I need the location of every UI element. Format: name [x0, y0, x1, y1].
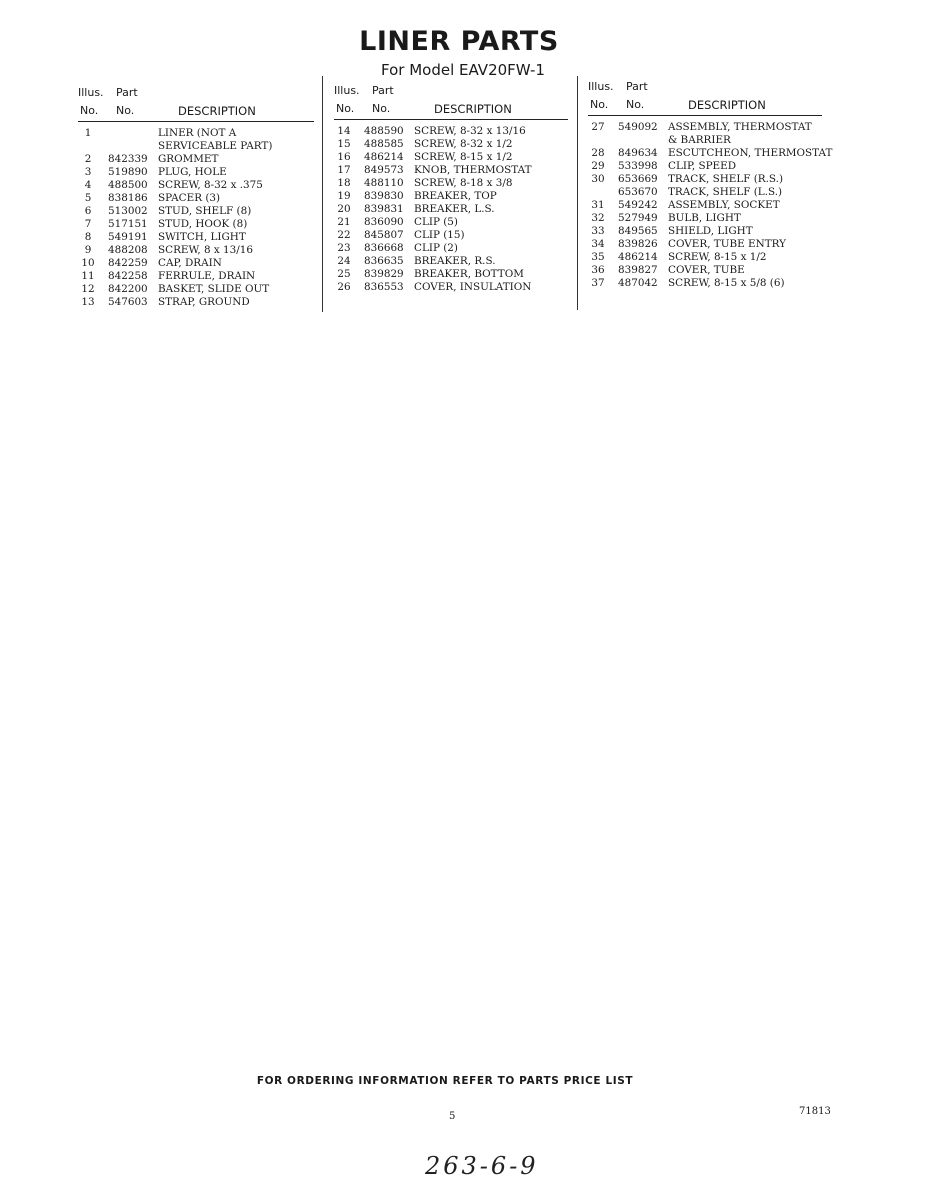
column-divider — [577, 76, 578, 310]
part-number: 547603 — [108, 296, 148, 308]
part-number: 849634 — [618, 147, 658, 159]
part-description: SHIELD, LIGHT — [668, 225, 753, 237]
illus-number: 9 — [84, 244, 92, 256]
part-row — [334, 138, 568, 151]
header-no: No. — [372, 102, 391, 115]
part-row — [78, 166, 314, 179]
part-description: SERVICEABLE PART) — [158, 140, 273, 152]
illus-number: 31 — [591, 199, 605, 211]
part-description: SCREW, 8-18 x 3/8 — [414, 177, 513, 189]
parts-rows — [588, 121, 833, 290]
part-number: 836090 — [364, 216, 404, 228]
part-number: 839829 — [364, 268, 404, 280]
part-row — [78, 296, 314, 309]
handwritten-annotation: 263-6-9 — [425, 1152, 539, 1180]
parts-rows — [78, 127, 314, 309]
illus-number: 11 — [81, 270, 95, 282]
illus-number: 5 — [84, 192, 92, 204]
part-description: BREAKER, BOTTOM — [414, 268, 524, 280]
illus-number: 26 — [337, 281, 351, 293]
part-number: 488590 — [364, 125, 404, 137]
part-description: COVER, TUBE ENTRY — [668, 238, 786, 250]
part-description: PLUG, HOLE — [158, 166, 227, 178]
part-description: SWITCH, LIGHT — [158, 231, 246, 243]
illus-number: 6 — [84, 205, 92, 217]
part-description: SCREW, 8-32 x 1/2 — [414, 138, 513, 150]
part-row — [334, 255, 568, 268]
part-description: SCREW, 8-32 x 13/16 — [414, 125, 526, 137]
illus-number: 1 — [84, 127, 92, 139]
part-number: 845807 — [364, 229, 404, 241]
column-divider — [322, 76, 323, 312]
column-header — [334, 84, 568, 120]
part-row — [78, 257, 314, 270]
part-number: 488208 — [108, 244, 148, 256]
header-rule — [588, 115, 822, 116]
illus-number: 20 — [337, 203, 351, 215]
illus-number: 25 — [337, 268, 351, 280]
part-row — [588, 277, 822, 290]
part-number: 842339 — [108, 153, 148, 165]
part-row — [588, 160, 822, 173]
header-no: No. — [336, 102, 355, 115]
part-description: BREAKER, TOP — [414, 190, 497, 202]
part-description: LINER (NOT A — [158, 127, 237, 139]
part-description: COVER, TUBE — [668, 264, 745, 276]
illus-number: 22 — [337, 229, 351, 241]
header-illus: Illus. — [588, 80, 614, 93]
part-row — [78, 179, 314, 192]
header-description: DESCRIPTION — [178, 104, 256, 118]
page-title: LINER PARTS — [359, 26, 559, 57]
part-row — [334, 229, 568, 242]
part-row — [334, 216, 568, 229]
header-part: Part — [626, 80, 648, 93]
part-number: 839830 — [364, 190, 404, 202]
part-row — [588, 264, 822, 277]
model-subtitle: For Model EAV20FW-1 — [381, 61, 545, 79]
header-part: Part — [116, 86, 138, 99]
illus-number: 18 — [337, 177, 351, 189]
part-number: 519890 — [108, 166, 148, 178]
part-row — [588, 212, 822, 225]
part-number: 549092 — [618, 121, 658, 133]
part-row — [588, 134, 822, 147]
part-description: STRAP, GROUND — [158, 296, 250, 308]
part-row — [334, 203, 568, 216]
header-no: No. — [590, 98, 609, 111]
illus-number: 7 — [84, 218, 92, 230]
parts-column-3 — [588, 80, 833, 290]
illus-number: 37 — [591, 277, 605, 289]
part-description: SCREW, 8 x 13/16 — [158, 244, 253, 256]
part-description: FERRULE, DRAIN — [158, 270, 256, 282]
part-row — [334, 190, 568, 203]
part-number: 549242 — [618, 199, 658, 211]
header-no: No. — [80, 104, 99, 117]
part-number: 836635 — [364, 255, 404, 267]
part-description: GROMMET — [158, 153, 219, 165]
part-number: 487042 — [618, 277, 658, 289]
part-row — [588, 199, 822, 212]
header-illus: Illus. — [78, 86, 104, 99]
illus-number: 32 — [591, 212, 605, 224]
part-description: STUD, HOOK (8) — [158, 218, 248, 230]
illus-number: 15 — [337, 138, 351, 150]
part-row — [78, 140, 314, 153]
part-description: KNOB, THERMOSTAT — [414, 164, 532, 176]
part-row — [334, 125, 568, 138]
part-row — [588, 225, 822, 238]
part-description: ASSEMBLY, THERMOSTAT — [668, 121, 812, 133]
illus-number: 35 — [591, 251, 605, 263]
part-row — [334, 268, 568, 281]
part-description: ESCUTCHEON, THERMOSTAT — [668, 147, 833, 159]
illus-number: 19 — [337, 190, 351, 202]
part-number: 838186 — [108, 192, 148, 204]
part-description: TRACK, SHELF (L.S.) — [668, 186, 783, 198]
illus-number: 21 — [337, 216, 351, 228]
header-rule — [78, 121, 314, 122]
illus-number: 12 — [81, 283, 95, 295]
part-row — [588, 186, 822, 199]
part-number: 839827 — [618, 264, 658, 276]
part-description: CLIP (15) — [414, 229, 465, 241]
part-description: BREAKER, L.S. — [414, 203, 495, 215]
document-code: 71813 — [799, 1106, 831, 1117]
part-number: 839826 — [618, 238, 658, 250]
part-description: TRACK, SHELF (R.S.) — [668, 173, 784, 185]
part-number: 533998 — [618, 160, 658, 172]
part-number: 842200 — [108, 283, 148, 295]
illus-number: 30 — [591, 173, 605, 185]
parts-rows — [334, 125, 568, 294]
illus-number: 16 — [337, 151, 351, 163]
part-description: SCREW, 8-32 x .375 — [158, 179, 263, 191]
part-row — [78, 283, 314, 296]
illus-number: 2 — [84, 153, 92, 165]
part-description: CLIP (2) — [414, 242, 458, 254]
illus-number: 23 — [337, 242, 351, 254]
part-number: 836668 — [364, 242, 404, 254]
part-description: SCREW, 8-15 x 1/2 — [414, 151, 513, 163]
illus-number: 27 — [591, 121, 605, 133]
part-description: CLIP, SPEED — [668, 160, 737, 172]
part-row — [334, 151, 568, 164]
part-row — [78, 205, 314, 218]
part-row — [588, 251, 822, 264]
part-description: SCREW, 8-15 x 1/2 — [668, 251, 767, 263]
part-description: & BARRIER — [668, 134, 731, 146]
header-no: No. — [626, 98, 645, 111]
part-description: ASSEMBLY, SOCKET — [668, 199, 780, 211]
part-description: CAP, DRAIN — [158, 257, 222, 269]
illus-number: 13 — [81, 296, 95, 308]
part-number: 836553 — [364, 281, 404, 293]
illus-number: 10 — [81, 257, 95, 269]
column-header — [588, 80, 822, 116]
illus-number: 34 — [591, 238, 605, 250]
part-row — [334, 177, 568, 190]
part-row — [78, 127, 314, 140]
part-description: SPACER (3) — [158, 192, 221, 204]
header-description: DESCRIPTION — [688, 98, 766, 112]
part-number: 527949 — [618, 212, 658, 224]
header-description: DESCRIPTION — [434, 102, 512, 116]
part-description: BREAKER, R.S. — [414, 255, 496, 267]
illus-number: 4 — [84, 179, 92, 191]
part-number: 488500 — [108, 179, 148, 191]
part-number: 653670 — [618, 186, 658, 198]
part-row — [78, 153, 314, 166]
illus-number: 17 — [337, 164, 351, 176]
part-row — [78, 244, 314, 257]
header-illus: Illus. — [334, 84, 360, 97]
illus-number: 28 — [591, 147, 605, 159]
part-number: 486214 — [364, 151, 404, 163]
part-row — [588, 121, 822, 134]
parts-column-2 — [334, 84, 568, 294]
part-row — [78, 218, 314, 231]
part-row — [334, 242, 568, 255]
illus-number: 29 — [591, 160, 605, 172]
illus-number: 3 — [84, 166, 92, 178]
header-no: No. — [116, 104, 135, 117]
part-number: 486214 — [618, 251, 658, 263]
part-description: BASKET, SLIDE OUT — [158, 283, 270, 295]
part-number: 842258 — [108, 270, 148, 282]
part-row — [588, 147, 833, 160]
part-description: CLIP (5) — [414, 216, 458, 228]
part-row — [334, 164, 568, 177]
part-number: 653669 — [618, 173, 658, 185]
part-row — [78, 231, 314, 244]
part-number: 549191 — [108, 231, 148, 243]
illus-number: 33 — [591, 225, 605, 237]
page-number: 5 — [449, 1111, 456, 1122]
illus-number: 14 — [337, 125, 351, 137]
illus-number: 36 — [591, 264, 605, 276]
part-description: BULB, LIGHT — [668, 212, 741, 224]
ordering-note: FOR ORDERING INFORMATION REFER TO PARTS PRICE LIST — [256, 1075, 634, 1087]
part-number: 842259 — [108, 257, 148, 269]
part-number: 488110 — [364, 177, 404, 189]
part-row — [334, 281, 568, 294]
part-number: 513002 — [108, 205, 148, 217]
illus-number: 24 — [337, 255, 351, 267]
header-part: Part — [372, 84, 394, 97]
part-number: 849573 — [364, 164, 404, 176]
header-rule — [334, 119, 568, 120]
part-number: 488585 — [364, 138, 404, 150]
part-row — [78, 270, 314, 283]
column-header — [78, 86, 314, 122]
part-row — [588, 238, 822, 251]
part-description: STUD, SHELF (8) — [158, 205, 252, 217]
part-row — [78, 192, 314, 205]
part-number: 517151 — [108, 218, 148, 230]
part-description: COVER, INSULATION — [414, 281, 532, 293]
illus-number: 8 — [84, 231, 92, 243]
part-row — [588, 173, 822, 186]
parts-column-1 — [78, 86, 314, 309]
part-description: SCREW, 8-15 x 5/8 (6) — [668, 277, 785, 289]
part-number: 839831 — [364, 203, 404, 215]
part-number: 849565 — [618, 225, 658, 237]
